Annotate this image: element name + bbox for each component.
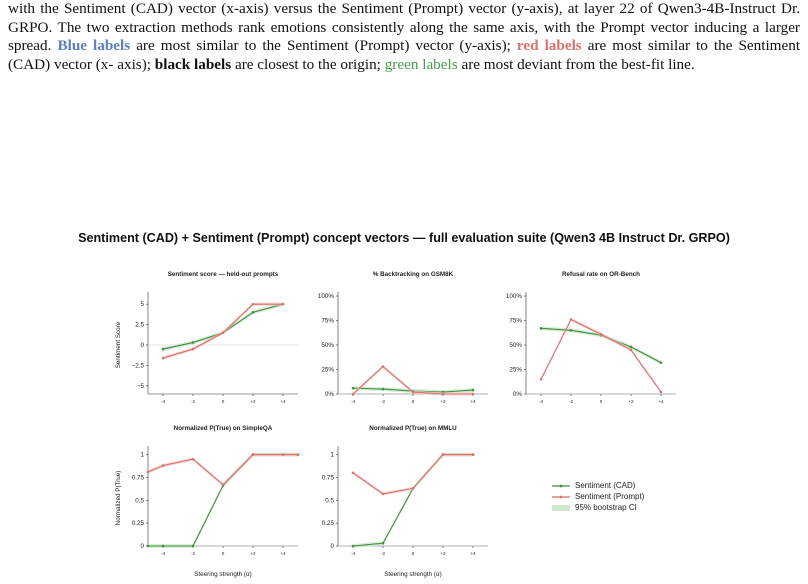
x-tick-label: 0 xyxy=(411,551,415,556)
point-sentiment-prompt-0 xyxy=(352,472,355,475)
y-tick-label: 1 xyxy=(140,451,144,459)
point-sentiment-cad-0 xyxy=(147,545,150,548)
x-tick-label: +4 xyxy=(280,551,286,556)
point-sentiment-prompt-6 xyxy=(297,453,300,456)
y-tick-label: −5 xyxy=(136,382,144,390)
ci-band-sentiment-prompt xyxy=(148,453,298,486)
x-tick-label: +2 xyxy=(250,551,256,556)
point-sentiment-prompt-2 xyxy=(192,458,195,461)
point-sentiment-cad-1 xyxy=(570,329,573,332)
point-sentiment-cad-4 xyxy=(472,389,475,392)
point-sentiment-prompt-4 xyxy=(472,393,475,396)
y-tick-label: 0 xyxy=(330,543,334,550)
chart-ptrue-simpleqa xyxy=(110,420,310,584)
caption-after-green: are most deviant from the best-fit line. xyxy=(457,55,695,73)
x-tick-label: -2 xyxy=(380,551,386,556)
y-tick-label: 0.5 xyxy=(325,497,334,505)
x-tick-label: 0 xyxy=(411,399,415,404)
y-tick-label: 50% xyxy=(321,342,334,349)
series-line-sentiment-cad xyxy=(148,455,298,546)
legend-label-cad: Sentiment (CAD) xyxy=(575,481,636,490)
y-tick-label: 5 xyxy=(140,301,144,309)
legend-swatch-cad xyxy=(552,482,570,490)
point-sentiment-prompt-3 xyxy=(442,393,445,396)
x-axis-label: Steering strength (α) xyxy=(194,571,252,578)
chart-ptrue-mmlu xyxy=(300,420,500,584)
x-tick-label: -4 xyxy=(538,399,544,404)
caption-line5a: axis); xyxy=(117,55,151,73)
y-tick-label: 75% xyxy=(321,317,334,325)
caption-line3: the same axis, with the Prompt vector inducing a larger spread. xyxy=(8,18,800,55)
point-sentiment-cad-1 xyxy=(192,341,195,344)
x-tick-label: -4 xyxy=(350,399,356,404)
caption-red-label: red labels xyxy=(516,37,582,55)
series-line-sentiment-cad xyxy=(353,455,473,546)
caption-line2: 22 of Qwen3-4B-Instruct Dr. GRPO. The two extraction methods rank emotions consistently along xyxy=(8,0,801,36)
point-sentiment-prompt-3 xyxy=(442,453,445,456)
x-tick-label: +2 xyxy=(628,399,634,404)
x-tick-label: +4 xyxy=(470,551,476,556)
y-tick-label: 0 xyxy=(140,342,144,349)
legend-item-ci xyxy=(552,502,644,513)
point-sentiment-prompt-4 xyxy=(282,303,285,306)
x-tick-label: -4 xyxy=(160,551,166,556)
caption-after-black: are closest to the origin; xyxy=(231,55,381,73)
y-tick-label: 75% xyxy=(509,317,522,325)
y-tick-label: 50% xyxy=(509,342,522,349)
legend-item-prompt xyxy=(552,491,644,502)
caption-after-blue: are most similar to the xyxy=(130,37,281,55)
point-sentiment-prompt-4 xyxy=(660,391,663,394)
point-sentiment-prompt-0 xyxy=(352,393,355,396)
y-tick-label: 25% xyxy=(321,366,334,374)
point-sentiment-cad-2 xyxy=(192,545,195,548)
y-tick-label: 0.75 xyxy=(321,474,334,482)
x-tick-label: -2 xyxy=(568,399,574,404)
legend-item-cad xyxy=(552,480,644,491)
point-sentiment-cad-3 xyxy=(252,311,255,314)
caption-line4a: Sentiment (Prompt) vector (y-axis); xyxy=(286,37,511,55)
y-tick-label: 0.5 xyxy=(135,497,144,505)
x-tick-label: +4 xyxy=(658,399,664,404)
chart-title-3: Normalized P(True) on SimpleQA xyxy=(173,425,273,432)
point-sentiment-cad-0 xyxy=(540,327,543,330)
x-tick-label: -2 xyxy=(190,399,196,404)
y-tick-label: 100% xyxy=(505,293,522,300)
point-sentiment-cad-0 xyxy=(162,348,165,351)
ci-band-sentiment-cad xyxy=(541,326,661,364)
caption-blue-label: Blue labels xyxy=(57,37,131,55)
point-sentiment-prompt-0 xyxy=(540,378,543,381)
point-sentiment-prompt-1 xyxy=(382,493,385,496)
y-tick-label: 0.25 xyxy=(321,520,334,528)
point-sentiment-prompt-4 xyxy=(252,453,255,456)
y-axis-label: Normalized P(True) xyxy=(115,470,122,526)
point-sentiment-prompt-4 xyxy=(472,453,475,456)
legend-swatch-prompt xyxy=(552,493,570,501)
point-sentiment-prompt-0 xyxy=(162,357,165,360)
caption-line1: with the Sentiment (CAD) vector (x-axis) versus the Sentiment (Prompt) vector (y-axis), at layer xyxy=(8,0,615,17)
ci-band-sentiment-cad xyxy=(148,453,298,548)
x-axis-label: Steering strength (α) xyxy=(384,571,442,578)
point-sentiment-prompt-1 xyxy=(570,318,573,321)
y-tick-label: −2.5 xyxy=(131,362,144,370)
legend-swatch-ci xyxy=(552,504,570,512)
point-sentiment-prompt-2 xyxy=(412,391,415,394)
x-tick-label: 0 xyxy=(599,399,603,404)
chart-title-2: Refusal rate on OR-Bench xyxy=(561,271,641,278)
x-tick-label: +4 xyxy=(470,399,476,404)
y-tick-label: 100% xyxy=(317,293,334,300)
x-tick-label: +2 xyxy=(440,551,446,556)
caption-after-red: are most similar to the Sentiment (CAD) vector (x- xyxy=(8,37,801,73)
x-tick-label: +2 xyxy=(440,399,446,404)
x-tick-label: -4 xyxy=(350,551,356,556)
point-sentiment-cad-0 xyxy=(352,545,355,548)
y-tick-label: 0.75 xyxy=(131,474,144,482)
caption-black-label: black labels xyxy=(154,55,232,73)
x-tick-label: +4 xyxy=(280,399,286,404)
point-sentiment-prompt-2 xyxy=(222,331,225,334)
series-line-sentiment-prompt xyxy=(148,455,298,485)
point-sentiment-prompt-0 xyxy=(147,471,150,474)
y-tick-label: 1 xyxy=(330,451,334,459)
point-sentiment-prompt-3 xyxy=(222,483,225,486)
point-sentiment-prompt-3 xyxy=(252,303,255,306)
point-sentiment-prompt-3 xyxy=(630,349,633,352)
chart-title-0: Sentiment score — held-out prompts xyxy=(167,271,279,278)
ci-band-sentiment-cad xyxy=(353,453,473,548)
x-tick-label: 0 xyxy=(221,399,225,404)
x-tick-label: +2 xyxy=(250,399,256,404)
y-tick-label: 0% xyxy=(512,391,522,398)
y-axis-label: Sentiment Score xyxy=(115,321,122,369)
y-tick-label: 0% xyxy=(324,391,334,398)
legend-label-ci: 95% bootstrap CI xyxy=(575,503,637,512)
chart-sentiment-score xyxy=(110,266,310,414)
figure-title: Sentiment (CAD) + Sentiment (Prompt) concept vectors — full evaluation suite (Qwen3 4B Instruct Dr. GRPO) xyxy=(78,231,730,245)
y-tick-label: 2.5 xyxy=(135,321,144,329)
legend-label-prompt: Sentiment (Prompt) xyxy=(575,492,645,501)
y-tick-label: 25% xyxy=(509,366,522,374)
chart-backtracking-gsm8k xyxy=(300,266,500,414)
y-tick-label: 0.25 xyxy=(131,520,144,528)
x-tick-label: -4 xyxy=(160,399,166,404)
point-sentiment-prompt-1 xyxy=(382,365,385,368)
x-tick-label: -2 xyxy=(380,399,386,404)
caption xyxy=(8,0,800,74)
point-sentiment-prompt-2 xyxy=(412,487,415,490)
point-sentiment-cad-1 xyxy=(382,388,385,391)
point-sentiment-prompt-1 xyxy=(162,464,165,467)
legend xyxy=(552,480,644,513)
chart-title-1: % Backtracking on GSM8K xyxy=(372,271,454,278)
point-sentiment-cad-1 xyxy=(382,542,385,545)
x-tick-label: -2 xyxy=(190,551,196,556)
y-tick-label: 0 xyxy=(140,543,144,550)
x-tick-label: 0 xyxy=(221,551,225,556)
point-sentiment-prompt-5 xyxy=(282,453,285,456)
chart-refusal-orbench xyxy=(488,266,688,414)
point-sentiment-cad-4 xyxy=(660,361,663,364)
point-sentiment-cad-0 xyxy=(352,387,355,390)
point-sentiment-cad-1 xyxy=(162,545,165,548)
chart-title-4: Normalized P(True) on MMLU xyxy=(369,425,457,432)
point-sentiment-prompt-1 xyxy=(192,348,195,351)
caption-green-label: green labels xyxy=(384,55,458,73)
point-sentiment-prompt-2 xyxy=(600,333,603,336)
